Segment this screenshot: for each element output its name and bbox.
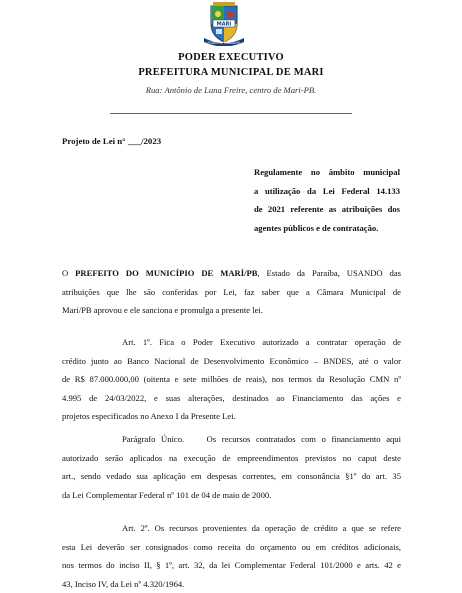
preamble-line: atribuições que lhe são conferidas por Lei, faz saber que a Câmara Municipal de	[62, 286, 401, 297]
header-line-poder-executivo: PODER EXECUTIVO	[178, 52, 284, 63]
header-address: Rua: Antônio de Luna Freire, centro de Mari-PB.	[145, 85, 317, 95]
article-line: crédito junto ao Banco Nacional de Desenvolvimento Econômico – BNDES, até o valor	[62, 355, 401, 366]
article-1	[62, 333, 401, 426]
article-line: projetos especificados no Anexo I da Presente Lei.	[62, 411, 236, 422]
preamble-line	[62, 264, 401, 283]
municipal-coat-of-arms-icon	[201, 2, 247, 46]
svg-text:MARI: MARI	[216, 21, 232, 28]
preamble-line: Mari/PB aprovou e ele sanciona e promulga a presente lei.	[62, 305, 263, 316]
preamble-rest: , Estado da Paraíba, USANDO das	[257, 268, 402, 278]
article-line: da Lei Complementar Federal nº 101 de 04 de maio de 2000.	[62, 489, 272, 500]
ementa-line: Regulamente no âmbito municipal	[254, 167, 400, 177]
ementa-block	[254, 163, 400, 237]
article-line: nos termos do inciso II, § 1º, art. 32, da lei Complementar Federal 101/2000 e arts. 42 e	[62, 560, 401, 571]
article-line: Art. 2º. Os recursos provenientes da operação de crédito a que se refere	[122, 523, 401, 533]
ementa-line: de 2021 referente as atribuições dos	[254, 204, 400, 215]
preamble-authority: PREFEITO DO MUNICÍPIO DE MARÍ/PB	[75, 268, 258, 278]
ementa-line: agentes públicos e de contratação.	[254, 222, 379, 233]
article-line: 4.995 de 24/03/2022, e suas alterações, destinados ao Financiamento das ações e	[62, 392, 401, 403]
preamble-prefix: O	[62, 268, 76, 278]
article-line: esta Lei deverão ser consignados como receita do orçamento ou em créditos adicionais,	[62, 541, 401, 552]
article-line: Parágrafo Único. Os recursos contratados com o financiamento aqui	[122, 434, 401, 444]
header-line-prefeitura: PREFEITURA MUNICIPAL DE MARI	[138, 67, 324, 78]
article-line: Art. 1º. Fica o Poder Executivo autorizado a contratar operação de	[122, 337, 401, 347]
paragrafo-unico	[62, 430, 401, 504]
article-line: art., sendo vedado sua aplicação em despesas correntes, em consonância §1º do art. 35	[62, 471, 401, 482]
header-divider	[110, 113, 352, 114]
article-line: 43, Inciso IV, da Lei nº 4.320/1964.	[62, 578, 185, 589]
article-2	[62, 519, 401, 593]
project-number: Projeto de Lei n° ___/2023	[62, 136, 162, 146]
svg-text:PODER & TRABALHO: PODER & TRABALHO	[207, 41, 241, 45]
preamble-paragraph	[62, 264, 401, 320]
article-line: de R$ 87.000.000,00 (oitenta e sete milhões de reais), nos termos da Resolução CMN nº	[62, 374, 401, 385]
article-line: autorizado serão aplicados na execução de empreendimentos previstos no caput deste	[62, 452, 401, 463]
ementa-line: a utilização da Lei Federal 14.133	[254, 185, 400, 196]
